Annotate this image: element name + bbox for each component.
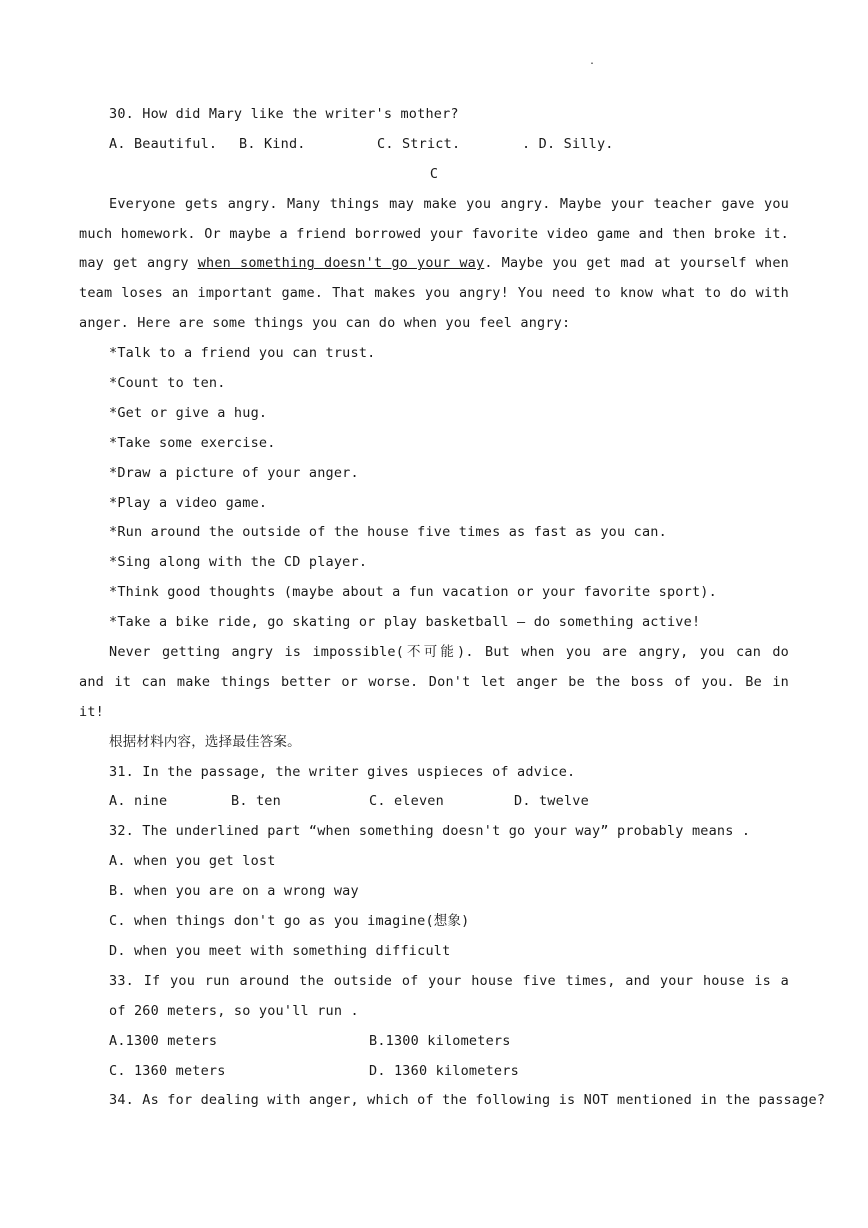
passage-p1-line-1: Everyone gets angry. Many things may make you angry. Maybe your teacher gave you [109, 195, 789, 212]
q30-option-b: B. Kind. [239, 135, 306, 152]
q34-question: 34. As for dealing with anger, which of the following is NOT mentioned in the passage? [109, 1092, 826, 1109]
underlined-phrase: when something doesn't go your way [197, 255, 485, 272]
q33-question-line-2: of 260 meters, so you'll run . [109, 1002, 359, 1019]
q33-option-c: C. 1360 meters [109, 1062, 226, 1079]
passage-p2-line-2: and it can make things better or worse. Don't let anger be the boss of you. Be in [79, 673, 789, 690]
q32-option-d: D. when you meet with something difficult [109, 942, 451, 959]
tip-item: *Take a bike ride, go skating or play basketball — do something active! [109, 614, 701, 631]
q33-options-row-2 [79, 1057, 789, 1087]
q33-options-row-1 [79, 1027, 789, 1057]
q30-option-a: A. Beautiful. [109, 135, 218, 152]
tip-item: *Think good thoughts (maybe about a fun vacation or your favorite sport). [109, 584, 717, 601]
q32-option-c: C. when things don't go as you imagine(想象) [109, 913, 470, 930]
q30-question: 30. How did Mary like the writer's mother? [109, 106, 459, 122]
passage-p1-line-4: team loses an important game. That makes you angry! You need to know what to do with [79, 285, 789, 302]
tip-item: *Take some exercise. [109, 434, 276, 451]
q31-options [79, 787, 789, 817]
passage-p2-line-3: it! [79, 703, 104, 720]
document-content [79, 100, 826, 1116]
passage-p1-line-3-start: may get angry [79, 255, 198, 272]
tip-item: *Run around the outside of the house five times as fast as you can. [109, 524, 667, 541]
q31-option-d: D. twelve [514, 793, 589, 810]
q30-option-d: . D. Silly. [522, 135, 614, 152]
tip-item: *Count to ten. [109, 375, 226, 392]
passage-p1-line-2: much homework. Or maybe a friend borrowed your favorite video game and then broke it. [79, 225, 789, 242]
q33-question-line-1: 33. If you run around the outside of your house five times, and your house is a [109, 972, 789, 989]
q32-option-a: A. when you get lost [109, 853, 276, 870]
passage-p1-line-5: anger. Here are some things you can do when you feel angry: [79, 315, 571, 332]
q33-option-a: A.1300 meters [109, 1032, 218, 1049]
section-label: C [429, 165, 439, 182]
q32-option-b: B. when you are on a wrong way [109, 883, 359, 900]
q33-option-b: B.1300 kilometers [369, 1032, 511, 1049]
instruction: 根据材料内容，选择最佳答案。 [109, 733, 301, 750]
q31-option-b: B. ten [231, 793, 281, 810]
q31-option-a: A. nine [109, 793, 168, 810]
passage-p1-line-3-end: . Maybe you get mad at yourself when [484, 255, 789, 272]
q31-question: 31. In the passage, the writer gives uspieces of advice. [109, 763, 576, 780]
q31-option-c: C. eleven [369, 793, 444, 810]
tip-item: *Get or give a hug. [109, 404, 268, 421]
q30-options [79, 130, 789, 160]
q33-option-d: D. 1360 kilometers [369, 1062, 519, 1079]
header-mark: . [589, 56, 596, 67]
passage-p1-line-3 [79, 249, 789, 279]
passage-p2-line-1: Never getting angry is impossible(不可能). But when you are angry, you can do [109, 644, 789, 661]
tip-item: *Play a video game. [109, 494, 268, 511]
tip-item: *Talk to a friend you can trust. [109, 345, 376, 362]
tip-item: *Draw a picture of your anger. [109, 464, 359, 481]
tip-item: *Sing along with the CD player. [109, 554, 368, 571]
q30-option-c: C. Strict. [377, 135, 461, 152]
q32-question: 32. The underlined part “when something doesn't go your way” probably means . [109, 823, 751, 840]
